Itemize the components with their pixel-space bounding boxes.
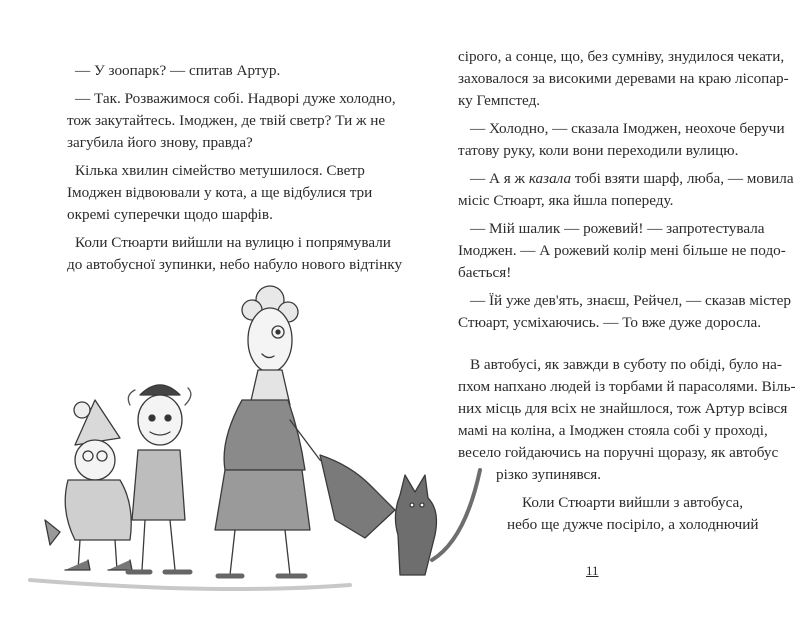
text-line: ку Гемпстед. bbox=[458, 92, 541, 109]
text-line: тож закутайтесь. Імоджен, де твій светр? Ти ж не bbox=[67, 112, 386, 129]
sweater bbox=[320, 455, 395, 538]
text-line: татову руку, коли вони переходили вулицю. bbox=[458, 142, 739, 159]
text-line: — Холодно, — сказала Імоджен, неохоче беручи bbox=[470, 120, 785, 137]
text-line: бається! bbox=[458, 264, 512, 281]
text-line: Коли Стюарти вийшли на вулицю і попрямували bbox=[75, 234, 391, 251]
text-line: В автобусі, як завжди в суботу по обіді, було на- bbox=[470, 356, 782, 373]
text-line: заховалося за високими деревами на краю лісопар- bbox=[458, 70, 789, 87]
text-line: — У зоопарк? — спитав Артур. bbox=[75, 62, 281, 79]
text-line: весело гойдаючись на поручні щоразу, як автобус bbox=[458, 444, 779, 461]
text-line: пхом напхано людей із торбами й парасолями. Віль- bbox=[458, 378, 796, 395]
mother-figure bbox=[215, 286, 350, 576]
arthur-figure bbox=[128, 385, 191, 572]
text-line: Імоджен відвоювали у кота, а ще відбулися три bbox=[67, 184, 373, 201]
text-line: — Мій шалик — рожевий! — запротестувала bbox=[470, 220, 765, 237]
text-line: Імоджен. — А рожевий колір мені більше не подо- bbox=[458, 242, 786, 259]
emphasis-word: казала bbox=[528, 170, 572, 187]
text-line: них місць для всіх не знайшлося, тож Артур всівся bbox=[458, 400, 788, 417]
text-line-with-emphasis: — А я ж казала тобі взяти шарф, люба, — мовила bbox=[470, 170, 794, 187]
text-line: окремі суперечки щодо шарфів. bbox=[67, 206, 273, 223]
boy-figure bbox=[45, 400, 132, 570]
text-line: Кілька хвилин сімейство метушилося. Светр bbox=[75, 162, 365, 179]
text-line: до автобусної зупинки, небо набуло нового відтінку bbox=[67, 256, 403, 273]
text-line: небо ще дужче посіріло, а холоднючий bbox=[507, 516, 759, 533]
text-line: місіс Стюарт, яка йшла попереду. bbox=[458, 192, 674, 209]
page-number: 11 bbox=[586, 563, 599, 578]
text-line: Коли Стюарти вийшли з автобуса, bbox=[522, 494, 744, 511]
text-line: Стюарт, усміхаючись. — То вже дуже доросла. bbox=[458, 314, 761, 331]
text-line: загубила його знову, правда? bbox=[67, 134, 253, 151]
text-line: мамі на коліна, а Імоджен стояла собі у проході, bbox=[458, 422, 768, 439]
text-line: — Так. Розважимося собі. Надворі дуже холодно, bbox=[75, 90, 396, 107]
text-line: різко зупинявся. bbox=[496, 466, 602, 483]
text-line: — Їй уже дев'ять, знаєш, Рейчел, — сказав містер bbox=[470, 292, 791, 309]
text-line: сірого, а сонце, що, без сумніву, знудилося чекати, bbox=[458, 48, 785, 65]
